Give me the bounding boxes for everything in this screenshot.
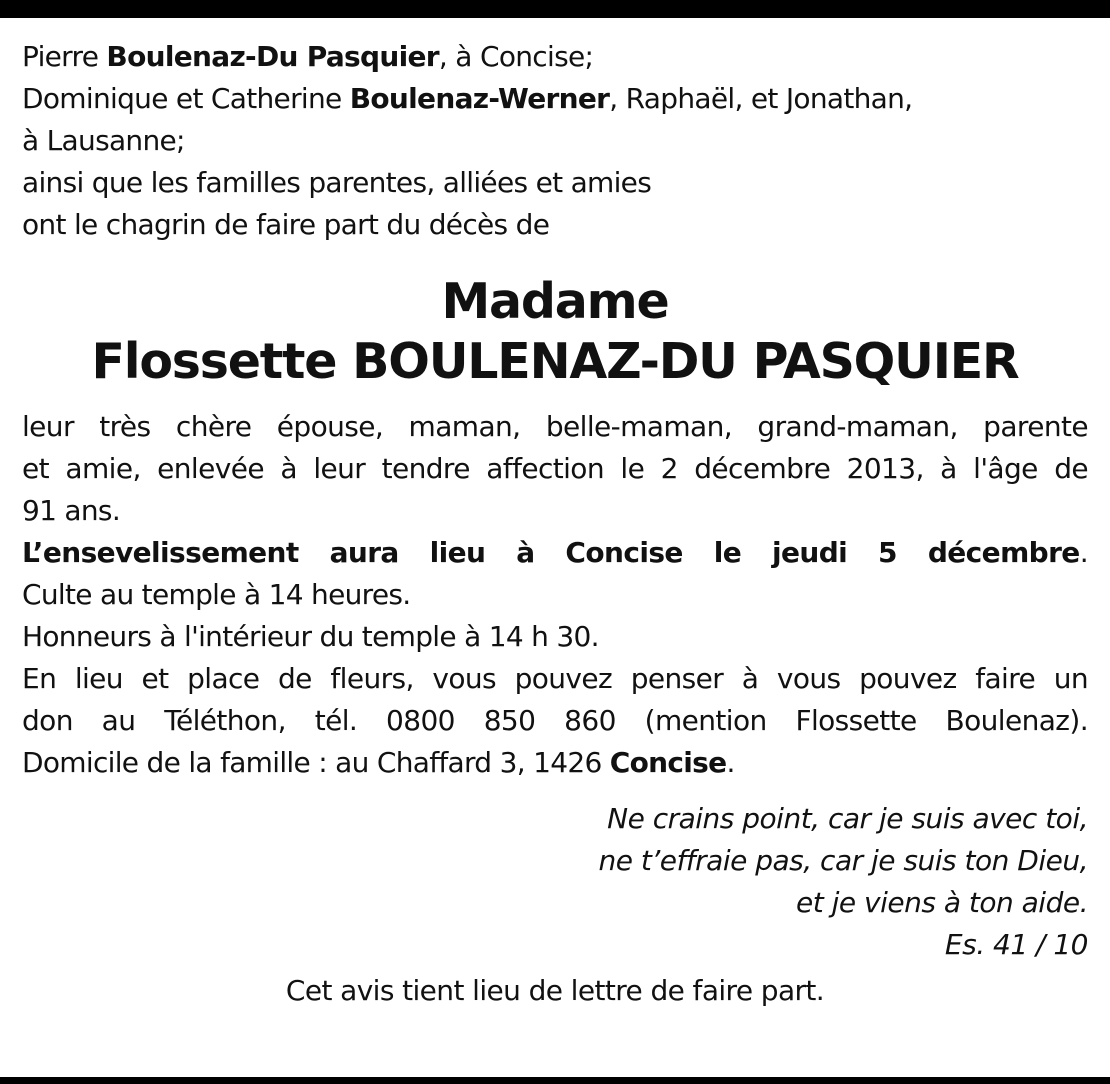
family-line-4: ainsi que les familles parentes, alliées et amies bbox=[22, 166, 652, 199]
family-name-boulenaz-du-pasquier: Boulenaz-Du Pasquier bbox=[106, 40, 439, 73]
quote-line-1: Ne crains point, car je suis avec toi, bbox=[607, 802, 1088, 835]
body-line-2: et amie, enlevée à leur tendre affection le 2 décembre 2013, à l'âge de bbox=[22, 452, 1088, 485]
closing-note: Cet avis tient lieu de lettre de faire part. bbox=[285, 974, 825, 1007]
family-line-2-suffix: , Raphaël, et Jonathan, bbox=[609, 82, 913, 115]
body-line-3: 91 ans. bbox=[22, 494, 121, 527]
quote-reference: Es. 41 / 10 bbox=[944, 928, 1088, 961]
burial-period: . bbox=[1079, 536, 1088, 569]
family-line-2 bbox=[22, 78, 1088, 120]
bottom-border-rule bbox=[0, 1077, 1110, 1084]
donation-line-1: En lieu et place de fleurs, vous pouvez penser à vous pouvez faire un bbox=[22, 662, 1088, 695]
home-period: . bbox=[726, 746, 735, 779]
quote-line-2: ne t’effraie pas, car je suis ton Dieu, bbox=[598, 844, 1088, 877]
family-line-2-prefix: Dominique et Catherine bbox=[22, 82, 350, 115]
home-place: Concise bbox=[609, 746, 727, 779]
family-line-1 bbox=[22, 36, 1088, 78]
deceased-honorific: Madame bbox=[441, 273, 669, 330]
family-line-3: à Lausanne; bbox=[22, 124, 185, 157]
burial-announcement bbox=[22, 532, 1088, 574]
deceased-full-name: Flossette BOULENAZ-DU PASQUIER bbox=[91, 333, 1019, 390]
quote-line-3: et je viens à ton aide. bbox=[796, 886, 1088, 919]
home-address-text: Domicile de la famille : au Chaffard 3, 1426 bbox=[22, 746, 610, 779]
family-home-address bbox=[22, 742, 1088, 784]
body-line-1: leur très chère épouse, maman, belle-maman, grand-maman, parente bbox=[22, 410, 1088, 443]
family-line-1-suffix: , à Concise; bbox=[438, 40, 594, 73]
donation-line-2: don au Téléthon, tél. 0800 850 860 (mention Flossette Boulenaz). bbox=[22, 704, 1088, 737]
scripture-quote bbox=[22, 798, 1088, 966]
family-line-5: ont le chagrin de faire part du décès de bbox=[22, 208, 550, 241]
family-line-1-prefix: Pierre bbox=[22, 40, 107, 73]
honours-time: Honneurs à l'intérieur du temple à 14 h 30. bbox=[22, 620, 599, 653]
top-border-rule bbox=[0, 0, 1110, 18]
obituary-notice bbox=[22, 36, 1088, 1012]
burial-details: L’ensevelissement aura lieu à Concise le jeudi 5 décembre bbox=[22, 536, 1080, 569]
family-name-boulenaz-werner: Boulenaz-Werner bbox=[349, 82, 610, 115]
service-time: Culte au temple à 14 heures. bbox=[22, 578, 411, 611]
